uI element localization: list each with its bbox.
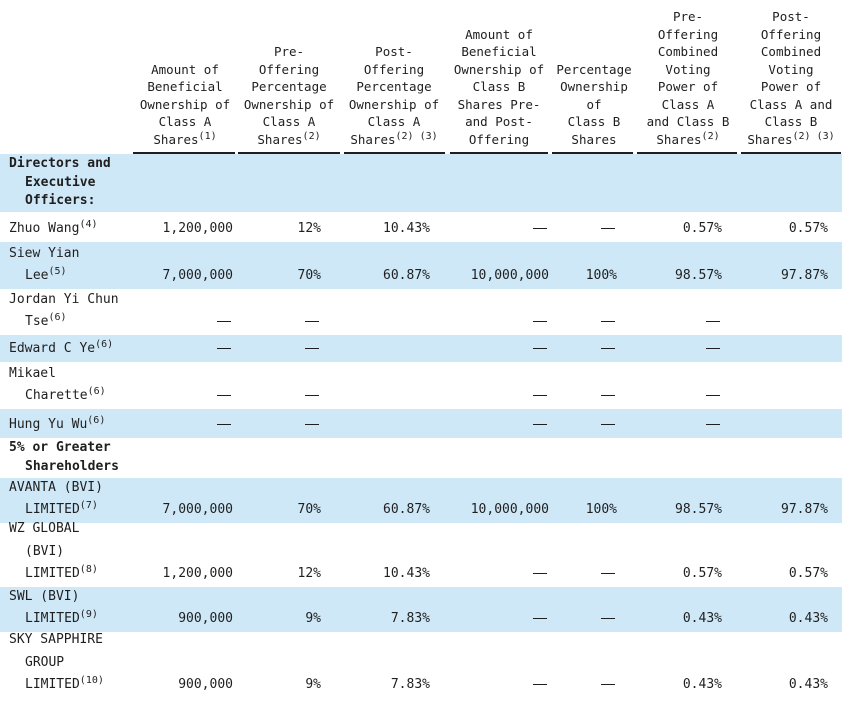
column-header-line [338, 113, 450, 131]
column-header-text: Post- [375, 44, 413, 59]
column-header-line [632, 78, 744, 96]
holder-name [25, 543, 64, 560]
section-title: Officers: [25, 193, 96, 208]
column-header-line [338, 78, 450, 96]
column-header [632, 8, 744, 148]
table-cell: 0.57% [788, 566, 828, 581]
column-header-text: Voting [665, 61, 711, 77]
table-cell: 12% [297, 566, 321, 581]
table-cell: 70% [297, 502, 321, 517]
table-cell: 98.57% [675, 268, 722, 283]
column-header-line [129, 78, 241, 96]
column-header-text: Beneficial [461, 44, 537, 59]
dash-mark [305, 321, 319, 322]
table-cell: 70% [297, 268, 321, 283]
holder-name-text: Tse [25, 314, 49, 329]
dash-mark [706, 424, 720, 425]
column-header-line [632, 96, 744, 114]
footnote-ref: (6) [48, 312, 67, 323]
holder-name-text: Edward C Ye [9, 341, 96, 356]
column-header-text: Pre- [672, 9, 704, 24]
column-header [735, 8, 847, 148]
column-header-text: Class A [262, 114, 316, 129]
column-header-text: Combined [657, 44, 719, 59]
holder-name [25, 610, 98, 627]
holder-name-text: WZ GLOBAL [9, 521, 80, 536]
table-cell: 9% [305, 611, 321, 626]
holder-name [25, 654, 64, 671]
column-header-line [735, 26, 847, 44]
table-cell: 0.43% [788, 677, 828, 692]
column-header-text: Offering [657, 26, 719, 42]
column-header-text: Pre- [273, 44, 305, 59]
holder-name-text: SKY SAPPHIRE [9, 632, 103, 647]
column-header-line [632, 43, 744, 61]
column-header-line [233, 113, 345, 131]
column-header-text: Shares [350, 131, 396, 147]
holder-name [9, 479, 103, 496]
holder-name-text: (BVI) [25, 543, 65, 559]
holder-name-text: Mikael [9, 365, 56, 381]
footnote-ref: (6) [87, 386, 106, 397]
table-cell: 7.83% [390, 611, 430, 626]
column-header-text: Ownership [560, 79, 628, 94]
holder-name-text: Jordan Yi Chun [9, 291, 119, 307]
empty-dash [610, 313, 720, 330]
column-header-line [338, 131, 450, 149]
holder-name [25, 387, 106, 404]
holder-name-text: Lee [25, 268, 49, 283]
column-header-text: Percentage [556, 61, 632, 77]
column-header-text: Ownership of [348, 96, 440, 112]
column-header-line [129, 61, 241, 79]
table-cell: 10.43% [383, 566, 430, 581]
holder-name [9, 416, 105, 433]
holder-name [25, 565, 98, 582]
empty-dash [505, 220, 615, 237]
footnote-ref: (8) [79, 564, 98, 575]
holder-name [25, 501, 98, 518]
column-header-line [735, 131, 847, 149]
column-header-text: Class A [158, 114, 212, 129]
holder-name-text: Zhuo Wang [9, 221, 80, 236]
table-cell: 9% [305, 677, 321, 692]
empty-dash [209, 313, 319, 330]
holder-name [25, 267, 67, 284]
column-header-text: Ownership of [139, 96, 231, 112]
table-cell: 7.83% [390, 677, 430, 692]
footnote-ref: (10) [79, 675, 104, 686]
holder-name [9, 520, 79, 537]
footnote-ref: (2) (3) [792, 130, 835, 142]
table-cell: 98.57% [675, 502, 722, 517]
column-header-text: Offering [363, 61, 425, 77]
column-header [129, 61, 241, 149]
column-header-line [129, 131, 241, 149]
dash-mark [706, 321, 720, 322]
holder-name [9, 245, 79, 262]
column-header-text: and Class B [646, 114, 730, 129]
column-header-line [632, 8, 744, 26]
column-header [233, 43, 345, 148]
empty-dash [209, 387, 319, 404]
column-header-line [443, 43, 555, 61]
section-title: Executive [25, 174, 96, 190]
table-cell: 1,200,000 [162, 221, 233, 236]
column-header-line [632, 61, 744, 79]
footnote-ref: (9) [79, 609, 98, 620]
column-header-text: of [586, 96, 602, 112]
empty-dash [610, 340, 720, 357]
table-cell: 1,200,000 [162, 566, 233, 581]
table-cell: 97.87% [781, 268, 828, 283]
holder-name-text: LIMITED [25, 677, 80, 692]
dash-mark [706, 348, 720, 349]
column-header-line [735, 96, 847, 114]
empty-dash [610, 416, 720, 433]
row-background [0, 154, 842, 212]
empty-dash [209, 340, 319, 357]
column-header-text: Percentage [251, 79, 327, 94]
column-header-text: Shares [257, 131, 303, 147]
holder-name [9, 631, 103, 648]
column-header-line [338, 61, 450, 79]
holder-name-text: GROUP [25, 654, 65, 670]
footnote-ref: (6) [95, 339, 114, 350]
empty-dash [505, 676, 615, 693]
empty-dash [505, 340, 615, 357]
footnote-ref: (2) (3) [395, 130, 438, 142]
column-header-line [443, 26, 555, 44]
table-cell: 0.43% [682, 677, 722, 692]
column-header-line [338, 43, 450, 61]
column-header-line [233, 96, 345, 114]
table-cell: 60.87% [383, 502, 430, 517]
column-header-text: Offering [468, 131, 530, 147]
table-cell: 7,000,000 [162, 502, 233, 517]
column-header-line [632, 26, 744, 44]
table-cell: 100% [585, 268, 617, 283]
table-cell: 0.57% [682, 221, 722, 236]
table-cell: 12% [297, 221, 321, 236]
column-header-line [233, 43, 345, 61]
column-header-text: Power of [657, 79, 719, 94]
empty-dash [505, 416, 615, 433]
column-header-text: Ownership of [243, 96, 335, 112]
footnote-ref: (5) [48, 266, 67, 277]
footnote-ref: (7) [79, 500, 98, 511]
table-cell: 900,000 [178, 677, 233, 692]
column-header-line [233, 78, 345, 96]
column-header-text: Shares [153, 131, 199, 147]
footnote-ref: (4) [79, 219, 98, 230]
column-header-text: Class A [367, 114, 421, 129]
table-cell: 7,000,000 [162, 268, 233, 283]
table-cell: 0.57% [682, 566, 722, 581]
column-header-text: Shares Pre- [457, 96, 541, 112]
table-cell: 10,000,000 [470, 502, 549, 517]
table-cell: 0.43% [682, 611, 722, 626]
column-header-text: Power of [760, 79, 822, 94]
holder-name [25, 313, 67, 330]
column-header-line [632, 113, 744, 131]
column-header-text: Voting [768, 61, 814, 77]
holder-name [9, 220, 98, 237]
holder-name-text: AVANTA (BVI) [9, 479, 103, 495]
footnote-ref: (1) [198, 130, 217, 142]
column-header-line [735, 78, 847, 96]
column-header-line [129, 113, 241, 131]
table-cell: 100% [585, 502, 617, 517]
column-header-text: Class B [567, 114, 621, 129]
holder-name-text: LIMITED [25, 566, 80, 581]
column-header-text: Amount of [151, 61, 219, 77]
holder-name [9, 340, 113, 357]
section-title: 5% or Greater [9, 440, 111, 455]
column-header-line [735, 113, 847, 131]
column-header-text: Class A and [749, 96, 833, 112]
dash-mark [305, 424, 319, 425]
dash-mark [706, 395, 720, 396]
section-title: Directors and [9, 156, 111, 171]
holder-name-text: LIMITED [25, 502, 80, 517]
column-header-line [735, 43, 847, 61]
column-header-text: and Post- [465, 114, 533, 129]
column-header-text: Class B [472, 79, 526, 94]
table-cell: 10.43% [383, 221, 430, 236]
holder-name-text: SWL (BVI) [9, 588, 80, 604]
holder-name [9, 365, 56, 382]
column-header-line [735, 8, 847, 26]
empty-dash [505, 610, 615, 627]
holder-name-text: Hung Yu Wu [9, 417, 88, 432]
column-header-text: Offering [760, 26, 822, 42]
empty-dash [505, 565, 615, 582]
column-header-text: Beneficial [147, 79, 223, 94]
holder-name-text: LIMITED [25, 611, 80, 626]
column-header-line [632, 131, 744, 149]
empty-dash [505, 313, 615, 330]
footnote-ref: (6) [87, 415, 106, 426]
holder-name [9, 291, 119, 308]
table-cell: 900,000 [178, 611, 233, 626]
holder-name [25, 676, 104, 693]
empty-dash [209, 416, 319, 433]
table-cell: 97.87% [781, 502, 828, 517]
dash-mark [305, 348, 319, 349]
holder-name-text: Charette [25, 388, 88, 403]
column-header-text: Post- [772, 9, 810, 24]
footnote-ref: (2) [302, 130, 321, 142]
section-title: Shareholders [25, 458, 119, 474]
empty-dash [505, 387, 615, 404]
table-cell: 0.57% [788, 221, 828, 236]
table-cell: 0.43% [788, 611, 828, 626]
column-header-text: Shares [656, 131, 702, 147]
column-header [338, 43, 450, 148]
column-header-line [233, 61, 345, 79]
table-cell: 10,000,000 [470, 268, 549, 283]
table-cell: 60.87% [383, 268, 430, 283]
column-header-text: Shares [571, 131, 617, 147]
holder-name-text: Siew Yian [9, 245, 80, 261]
column-header-line [129, 96, 241, 114]
column-header-line [735, 61, 847, 79]
column-header-text: Ownership of [453, 61, 545, 77]
column-header-text: Class B [764, 114, 818, 129]
column-header-line [233, 131, 345, 149]
column-header-text: Combined [760, 44, 822, 59]
column-header-text: Shares [747, 131, 793, 147]
footnote-ref: (2) [701, 130, 720, 142]
dash-mark [305, 395, 319, 396]
empty-dash [610, 387, 720, 404]
holder-name [9, 588, 79, 605]
column-header-text: Class A [661, 96, 715, 112]
column-header-text: Offering [258, 61, 320, 77]
column-header-text: Percentage [356, 79, 432, 94]
column-header-line [338, 96, 450, 114]
column-header-text: Amount of [465, 26, 533, 42]
